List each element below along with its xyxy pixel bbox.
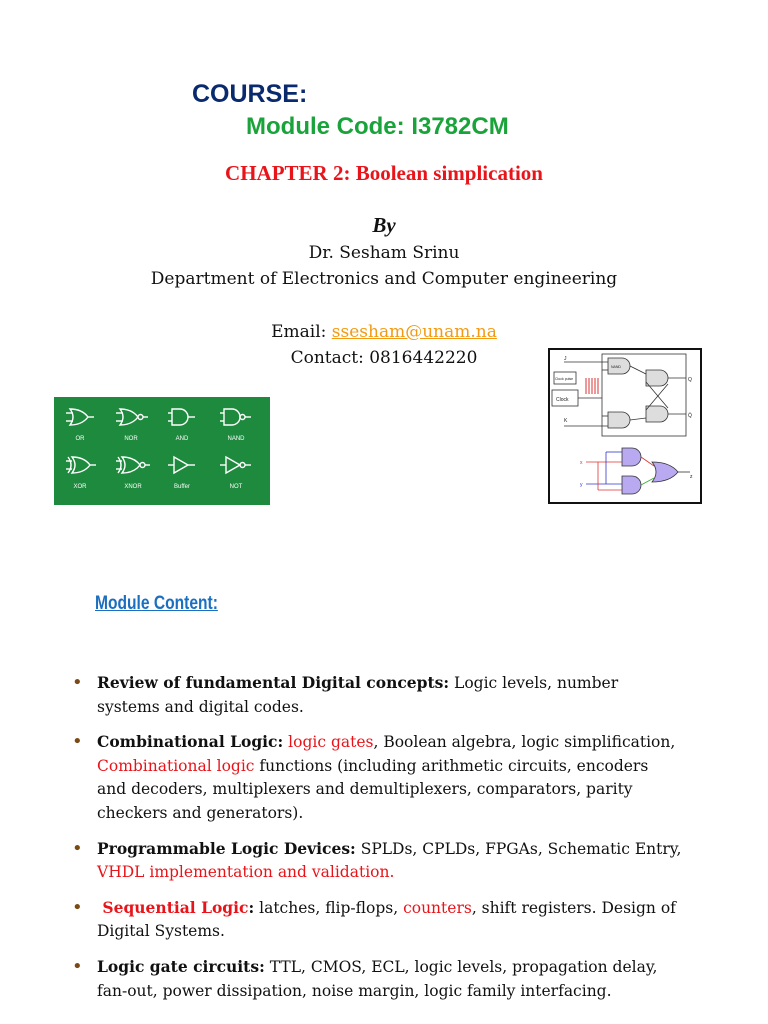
logic-gates-image [54, 397, 270, 505]
list-item: • Sequential Logic: latches, flip-flops, counters, shift registers. Design of Digital Systems. [72, 896, 682, 944]
xor-gate-icon [66, 457, 96, 473]
email-label: Email: [271, 322, 332, 342]
email-line [0, 322, 768, 342]
circuit-label-q-bar: Q̄ [688, 413, 692, 419]
gate-label-not: NOT [229, 484, 243, 490]
gate-label-xor: XOR [73, 484, 87, 490]
department: Department of Electronics and Computer engineering [150, 269, 618, 289]
list-item: • Programmable Logic Devices: SPLDs, CPLDs, FPGAs, Schematic Entry, VHDL implementation and validation. [72, 837, 682, 885]
or-gate-icon [66, 409, 94, 425]
circuit-label-j: J [564, 356, 567, 362]
by-label: By [372, 213, 396, 237]
gate-label-or: OR [75, 436, 85, 442]
list-item: • Review of fundamental Digital concepts: Logic levels, number systems and digital codes. [72, 671, 682, 719]
circuit-label-q: Q [688, 377, 692, 383]
not-gate-icon [220, 457, 251, 473]
nor-gate-icon [116, 409, 148, 425]
list-item: • Combinational Logic: logic gates, Boolean algebra, logic simplification, Combinational logic functions (including arithmetic circuits, encoders and decoders, multiplexers and demultiplexers, comparators, parity checkers and generators). [72, 730, 682, 825]
author-name: Dr. Sesham Srinu [308, 243, 460, 263]
nand-gate-icon [220, 409, 251, 425]
contact-line: Contact: 0816442220 [290, 348, 478, 368]
circuit-label-y: y [580, 482, 583, 488]
circuit-label-k: K [564, 418, 568, 424]
circuit-label-x: x [580, 460, 583, 466]
module-content-list [72, 671, 682, 1014]
flip-flop-circuit-image [548, 348, 702, 504]
circuit-label-z: z [690, 474, 693, 480]
course-label: COURSE: [192, 80, 308, 108]
circuit-label-nand: NAND [611, 365, 621, 369]
gate-label-nor: NOR [124, 436, 138, 442]
buffer-gate-icon [168, 457, 195, 473]
and-gate-icon [168, 409, 195, 425]
gate-label-buffer: Buffer [174, 484, 190, 490]
gate-label-xnor: XNOR [124, 484, 142, 490]
circuit-label-clock: Clock [556, 397, 569, 403]
gate-label-and: AND [175, 436, 189, 442]
list-item: • Logic gate circuits: TTL, CMOS, ECL, logic levels, propagation delay, fan-out, power dissipation, noise margin, logic family interfacing. [72, 955, 682, 1003]
xnor-gate-icon [116, 457, 150, 473]
chapter-title: CHAPTER 2: Boolean simplication [225, 161, 543, 185]
email-link[interactable]: ssesham@unam.na [331, 322, 497, 342]
gate-label-nand: NAND [227, 436, 245, 442]
module-code: Module Code: I3782CM [246, 113, 509, 140]
circuit-label-clock-pulse: Clock pulse [555, 377, 574, 381]
module-content-heading: Module Content: [95, 593, 218, 614]
